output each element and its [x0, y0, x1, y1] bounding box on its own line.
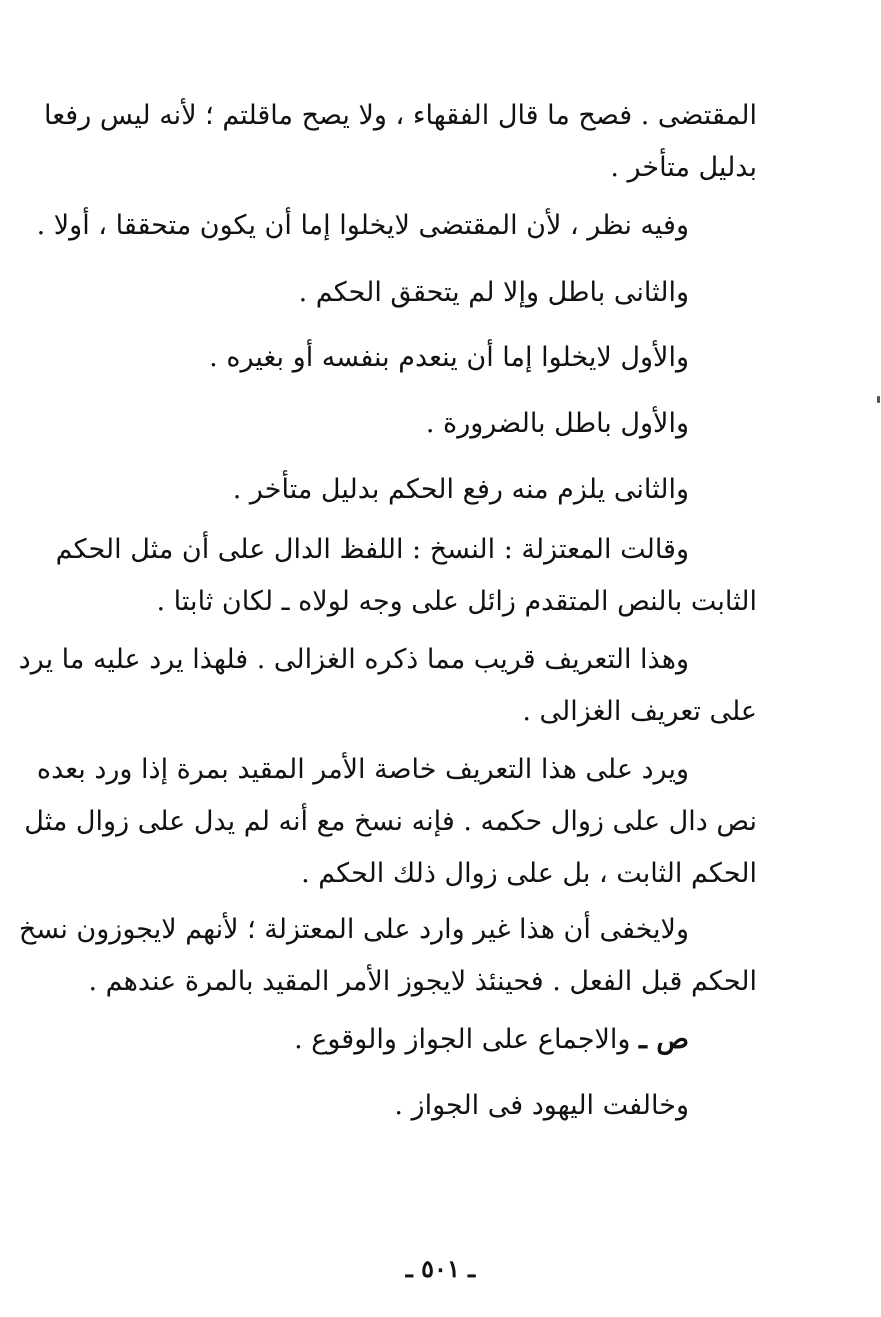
- text-line: والأول لايخلوا إما أن ينعدم بنفسه أو بغيره .: [209, 342, 689, 373]
- text-line: الحكم قبل الفعل . فحينئذ لايجوز الأمر المقيد بالمرة عندهم .: [88, 966, 757, 997]
- text-line: وقالت المعتزلة : النسخ : اللفظ الدال على أن مثل الحكم: [55, 534, 689, 565]
- paragraph: [24, 744, 757, 900]
- text-line: وخالفت اليهود فى الجواز .: [394, 1090, 689, 1121]
- paragraph: [36, 200, 757, 252]
- text-line: والأول باطل بالضرورة .: [425, 408, 689, 439]
- text-line: [95, 1014, 757, 1066]
- paragraph: [95, 1014, 757, 1066]
- paragraph: [18, 634, 757, 738]
- paragraph: [95, 1080, 757, 1132]
- text-line: الحكم الثابت ، بل على زوال ذلك الحكم .: [301, 858, 757, 889]
- paragraph: [18, 904, 757, 1008]
- text-line: على تعريف الغزالى .: [522, 696, 757, 727]
- paragraph: [95, 464, 757, 516]
- text-line: نص دال على زوال حكمه . فإنه نسخ مع أنه لم يدل على زوال مثل: [24, 806, 757, 837]
- paragraph: [95, 267, 757, 319]
- text-line-content: والاجماع على الجواز والوقوع .: [294, 1024, 631, 1055]
- paragraph: [95, 332, 757, 384]
- text-line: والثانى باطل وإلا لم يتحقق الحكم .: [298, 277, 689, 308]
- text-line: وفيه نظر ، لأن المقتضى لايخلوا إما أن يكون متحققا ، أولا .: [36, 210, 689, 241]
- text-line: المقتضى . فصح ما قال الفقهاء ، ولا يصح ماقلتم ؛ لأنه ليس رفعا: [44, 100, 757, 131]
- text-line: الثابت بالنص المتقدم زائل على وجه لولاه ـ لكان ثابتا .: [156, 586, 757, 617]
- text-line: ولايخفى أن هذا غير وارد على المعتزلة ؛ لأنهم لايجوزون نسخ: [18, 914, 689, 945]
- section-marker: ص ـ: [639, 1024, 689, 1055]
- paragraph: [44, 90, 757, 194]
- paragraph: [95, 398, 757, 450]
- page-number: ـ ٥٠١ ـ: [405, 1254, 476, 1283]
- text-line: بدليل متأخر .: [610, 152, 757, 183]
- text-line: ويرد على هذا التعريف خاصة الأمر المقيد بمرة إذا ورد بعده: [36, 754, 689, 785]
- text-line: وهذا التعريف قريب مما ذكره الغزالى . فلهذا يرد عليه ما يرد: [18, 644, 689, 675]
- paragraph: [55, 524, 757, 628]
- text-line: والثانى يلزم منه رفع الحكم بدليل متأخر .: [232, 474, 689, 505]
- scan-speck: [877, 396, 880, 403]
